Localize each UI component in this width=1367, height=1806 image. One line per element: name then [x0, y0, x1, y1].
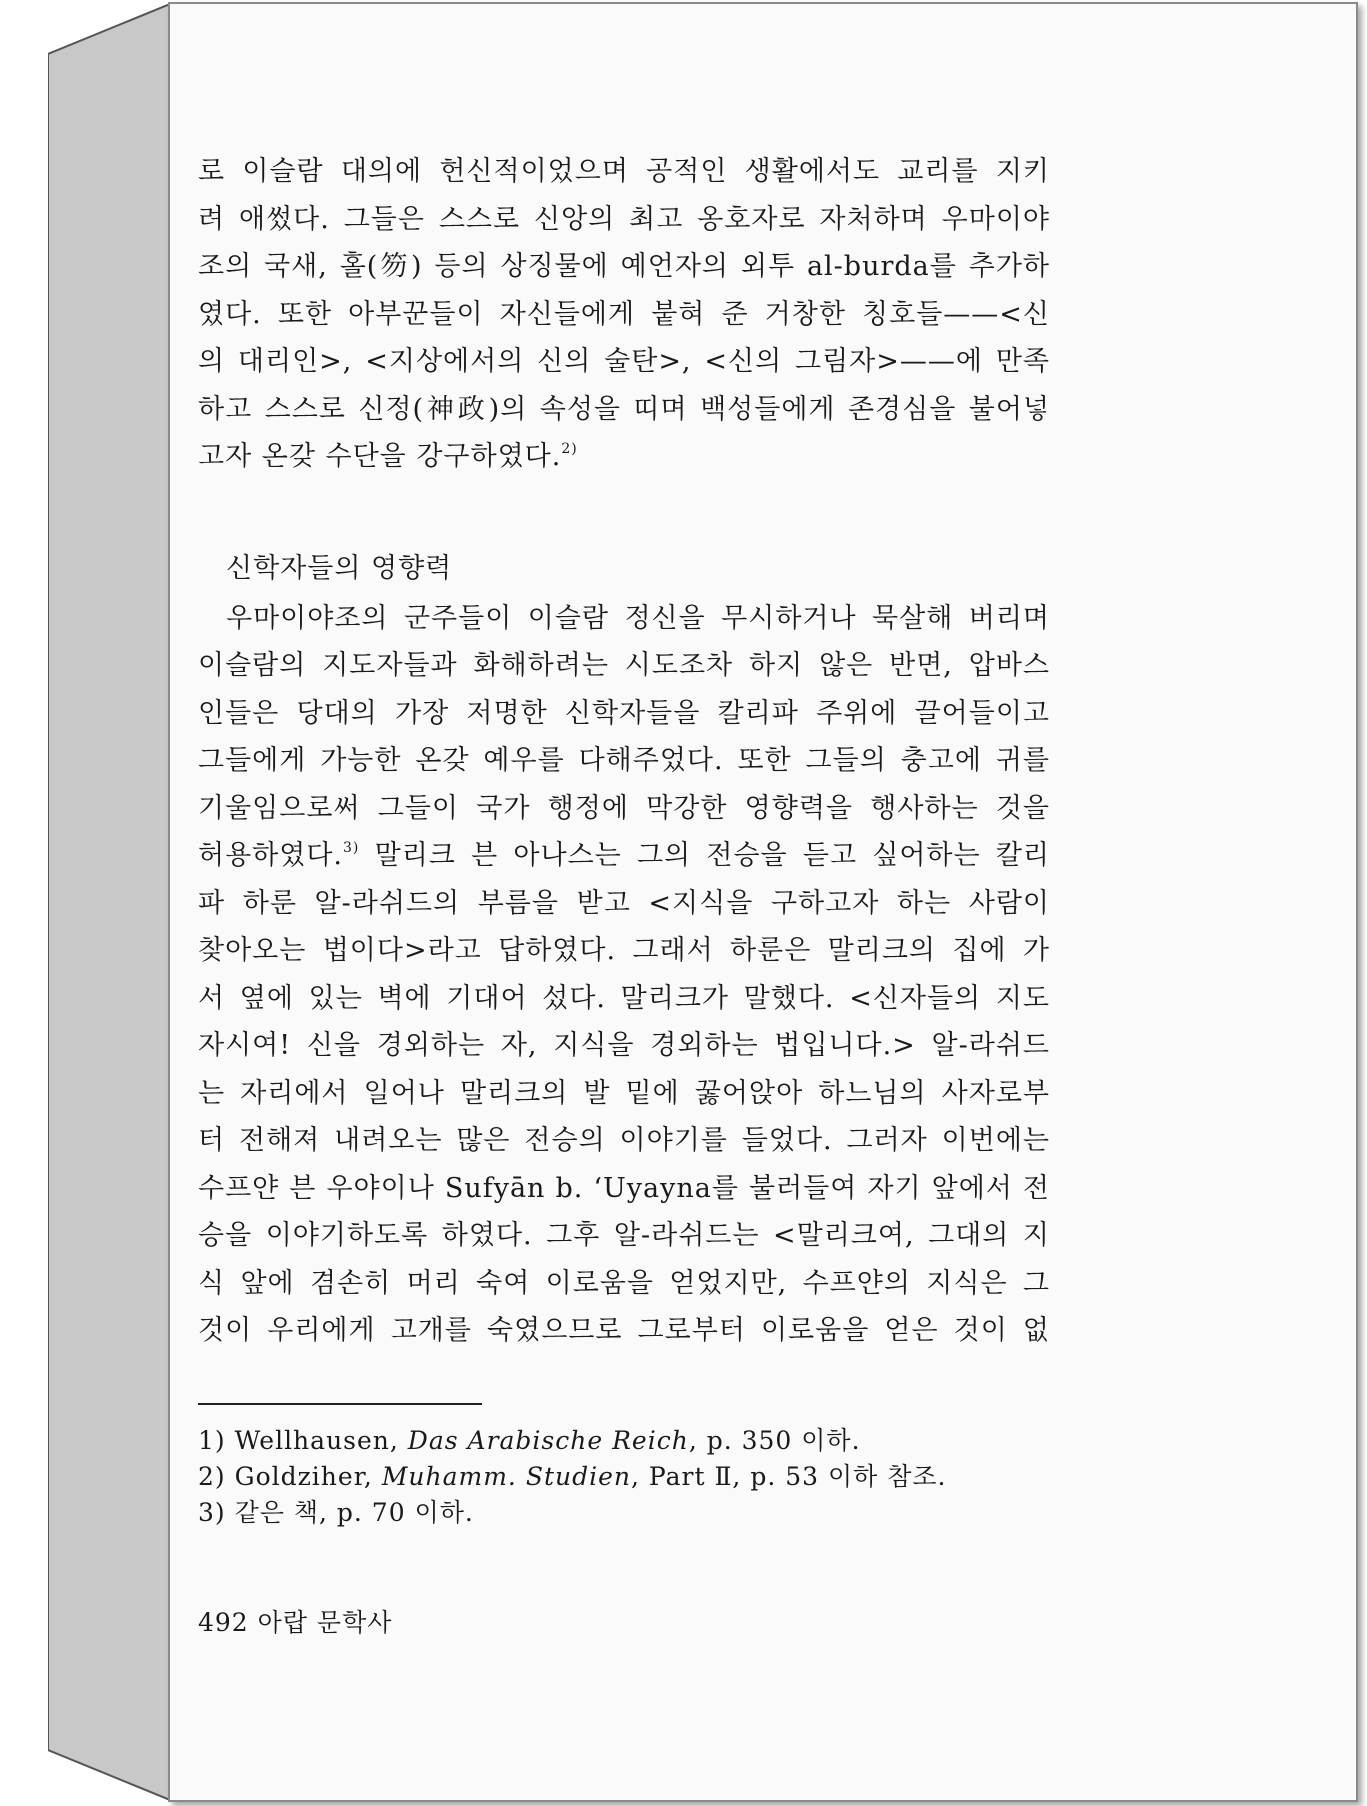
text-line: 수프얀 븐 우야이나 Sufyān b. ‘Uyayna를 불러들여 자기 앞에서 전: [198, 1172, 1050, 1204]
text-line: 이슬람의 지도자들과 화해하려는 시도조차 하지 않은 반면, 압바스: [198, 650, 1050, 681]
footnote-text: , p. 350 이하.: [688, 1425, 861, 1455]
footnote-item: [198, 1495, 1050, 1531]
footnote-text: , Part Ⅱ, p. 53 이하 참조.: [631, 1461, 947, 1491]
section-heading: 신학자들의 영향력: [226, 552, 453, 584]
text-line: 우마이야조의 군주들이 이슬람 정신을 무시하거나 묵살해 버리며: [226, 602, 1050, 634]
footnote-divider: [198, 1403, 482, 1405]
text-line: 는 자리에서 일어나 말리크의 발 밑에 꿇어앉아 하느님의 사자로부: [198, 1077, 1050, 1109]
footnote-text: Goldziher,: [225, 1461, 382, 1491]
text-segment: 말리크 븐 아나스는 그의 전승을 듣고 싶어하는 칼리: [359, 840, 1050, 871]
text-line: 려 애썼다. 그들은 스스로 신앙의 최고 옹호자로 자처하며 우마이야: [198, 203, 1050, 235]
footnote-number: 2): [198, 1461, 226, 1491]
running-title: 아랍 문학사: [257, 1607, 393, 1637]
footnote-item: [198, 1459, 1050, 1495]
text-line: 자시여! 신을 경외하는 자, 지식을 경외하는 법입니다.> 알-라쉬드: [198, 1030, 1050, 1061]
footnote-number: 3): [198, 1497, 226, 1527]
text-line: 것이 우리에게 고개를 숙였으므로 그로부터 이로움을 얻은 것이 없: [198, 1315, 1050, 1346]
book-spine-side: [48, 4, 170, 1800]
text-segment: 허용하였다.: [198, 840, 343, 871]
text-line: 터 전해져 내려오는 많은 전승의 이야기를 들었다. 그러자 이번에는: [198, 1125, 1050, 1156]
footnote-number: 1): [198, 1425, 226, 1455]
footnote-item: [198, 1423, 1050, 1459]
text-line: 파 하룬 알-라쉬드의 부름을 받고 <지식을 구하고자 하는 사람이: [198, 887, 1050, 919]
text-line: 인들은 당대의 가장 저명한 신학자들을 칼리파 주위에 끌어들이고: [198, 697, 1050, 729]
footnote-text: Wellhausen,: [225, 1425, 408, 1455]
page-number: 492: [198, 1607, 249, 1637]
footnote-title: Muhamm. Studien: [381, 1461, 631, 1491]
text-line: 조의 국새, 홀(笏) 등의 상징물에 예언자의 외투 al-burda를 추가하: [198, 251, 1050, 282]
footnote-text: 같은 책, p. 70 이하.: [225, 1497, 474, 1527]
text-line: 승을 이야기하도록 하였다. 그후 알-라쉬드는 <말리크여, 그대의 지: [198, 1220, 1050, 1251]
text-line: 의 대리인>, <지상에서의 신의 술탄>, <신의 그림자>——에 만족: [198, 346, 1050, 377]
footnote-title: Das Arabische Reich: [407, 1425, 689, 1455]
page-content: [198, 148, 1050, 1639]
text-line: 기울임으로써 그들이 국가 행정에 막강한 영향력을 행사하는 것을: [198, 792, 1050, 824]
footnotes: [198, 1423, 1050, 1531]
text-line: 서 옆에 있는 벽에 기대어 섰다. 말리크가 말했다. <신자들의 지도: [198, 982, 1050, 1014]
footnote-ref[interactable]: 3): [343, 840, 360, 856]
text-line: 식 앞에 겸손히 머리 숙여 이로움을 얻었지만, 수프얀의 지식은 그: [198, 1267, 1050, 1299]
text-line: 하고 스스로 신정(神政)의 속성을 띠며 백성들에게 존경심을 불어넣: [198, 393, 1050, 425]
text-segment: 고자 온갖 수단을 강구하였다.: [198, 441, 562, 472]
page-footer: [198, 1603, 1050, 1639]
text-line: [198, 832, 1050, 880]
text-line: 그들에게 가능한 온갖 예우를 다해주었다. 또한 그들의 충고에 귀를: [198, 745, 1050, 776]
footnote-ref[interactable]: 2): [561, 441, 578, 457]
text-line: 로 이슬람 대의에 헌신적이었으며 공적인 생활에서도 교리를 지키: [198, 156, 1050, 187]
text-line: 찾아오는 법이다>라고 답하였다. 그래서 하룬은 말리크의 집에 가: [198, 935, 1050, 966]
text-line: [198, 433, 1050, 481]
text-line: 였다. 또한 아부꾼들이 자신들에게 붙혀 준 거창한 칭호들——<신: [198, 298, 1050, 330]
paragraph-1: [198, 148, 1050, 481]
paragraph-2: [198, 595, 1050, 1355]
